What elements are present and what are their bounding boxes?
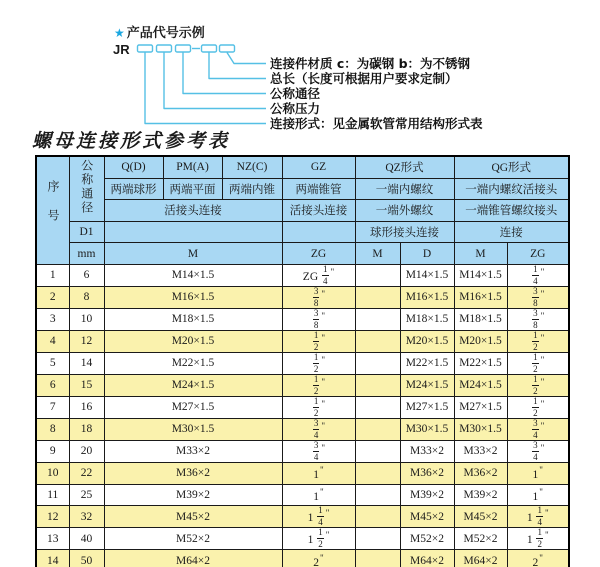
cell-gz: $\frac{1}{2}$ " bbox=[282, 374, 355, 396]
cell-qg_zg: 1" bbox=[507, 484, 569, 506]
table-row bbox=[36, 396, 569, 418]
header-pm-sub: 两端平面 bbox=[163, 178, 222, 200]
header-col-qz: QZ形式 bbox=[355, 156, 454, 178]
code-box bbox=[176, 45, 191, 52]
cell-dn: 25 bbox=[69, 484, 104, 506]
code-label-pressure: 公称压力 bbox=[270, 101, 321, 116]
cell-qg_zg: $\frac{1}{2}$ " bbox=[507, 374, 569, 396]
header-gz-conn: 活接头连接 bbox=[282, 200, 355, 222]
cell-seq: 14 bbox=[36, 550, 69, 567]
table-row bbox=[36, 264, 569, 286]
star-icon: ★ bbox=[114, 26, 125, 40]
cell-qz_m bbox=[355, 484, 400, 506]
cell-qg_zg: $\frac{1}{4}$ " bbox=[507, 264, 569, 286]
header-qz-sub1: 一端内螺纹 bbox=[355, 178, 454, 200]
cell-dn: 20 bbox=[69, 440, 104, 462]
cell-qg_zg: $\frac{3}{8}$ " bbox=[507, 286, 569, 308]
cell-gz: ZG $\frac{1}{4}$ " bbox=[282, 264, 355, 286]
cell-gz: 1 $\frac{1}{2}$ " bbox=[282, 528, 355, 550]
connector-line bbox=[209, 53, 266, 79]
code-label-material: 连接件材质 c：为碳钢 b：为不锈钢 bbox=[270, 56, 471, 71]
cell-m: M30×1.5 bbox=[104, 418, 282, 440]
cell-m: M52×2 bbox=[104, 528, 282, 550]
header-unit-m: M bbox=[355, 243, 400, 265]
cell-qz_d: M24×1.5 bbox=[400, 374, 454, 396]
cell-qz_d: M64×2 bbox=[400, 550, 454, 567]
cell-qg_zg: 1 $\frac{1}{2}$ " bbox=[507, 528, 569, 550]
code-label-length: 总长（长度可根据用户要求定制） bbox=[270, 71, 458, 86]
cell-seq: 7 bbox=[36, 396, 69, 418]
cell-gz: $\frac{1}{2}$ " bbox=[282, 330, 355, 352]
cell-qg_m: M22×1.5 bbox=[454, 352, 507, 374]
code-box bbox=[202, 45, 217, 52]
code-box bbox=[157, 45, 172, 52]
code-box bbox=[220, 45, 235, 52]
header-mm: mm bbox=[69, 243, 104, 265]
cell-dn: 32 bbox=[69, 506, 104, 528]
cell-qg_m: M33×2 bbox=[454, 440, 507, 462]
cell-dn: 6 bbox=[69, 264, 104, 286]
cell-gz: $\frac{1}{2}$ " bbox=[282, 396, 355, 418]
cell-qz_m bbox=[355, 374, 400, 396]
cell-seq: 3 bbox=[36, 308, 69, 330]
header-seq: 序号 bbox=[36, 156, 69, 264]
cell-qz_d: M45×2 bbox=[400, 506, 454, 528]
connector-line bbox=[164, 53, 266, 109]
cell-qg_m: M20×1.5 bbox=[454, 330, 507, 352]
header-nz-sub: 两端内锥 bbox=[222, 178, 282, 200]
table-row bbox=[36, 308, 569, 330]
code-label-diameter: 公称通径 bbox=[270, 86, 321, 101]
cell-m: M22×1.5 bbox=[104, 352, 282, 374]
cell-dn: 40 bbox=[69, 528, 104, 550]
cell-m: M20×1.5 bbox=[104, 330, 282, 352]
cell-gz: 1" bbox=[282, 462, 355, 484]
cell-gz: $\frac{3}{4}$ " bbox=[282, 418, 355, 440]
cell-dn: 12 bbox=[69, 330, 104, 352]
cell-dn: 14 bbox=[69, 352, 104, 374]
header-empty bbox=[282, 221, 355, 243]
header-col-nz: NZ(C) bbox=[222, 156, 282, 178]
cell-dn: 10 bbox=[69, 308, 104, 330]
table-row bbox=[36, 286, 569, 308]
cell-gz: $\frac{3}{8}$ " bbox=[282, 308, 355, 330]
connector-line bbox=[227, 53, 266, 64]
cell-gz: 2" bbox=[282, 550, 355, 567]
cell-qg_m: M52×2 bbox=[454, 528, 507, 550]
cell-qg_zg: $\frac{1}{2}$ " bbox=[507, 396, 569, 418]
cell-qz_m bbox=[355, 264, 400, 286]
cell-gz: $\frac{1}{2}$ " bbox=[282, 352, 355, 374]
cell-gz: $\frac{3}{4}$ " bbox=[282, 440, 355, 462]
table-body bbox=[36, 264, 569, 567]
cell-m: M14×1.5 bbox=[104, 264, 282, 286]
table-row bbox=[36, 484, 569, 506]
cell-m: M24×1.5 bbox=[104, 374, 282, 396]
cell-qg_zg: $\frac{3}{4}$ " bbox=[507, 418, 569, 440]
cell-qg_m: M30×1.5 bbox=[454, 418, 507, 440]
cell-qz_m bbox=[355, 286, 400, 308]
nut-connection-table bbox=[35, 155, 570, 567]
header-qz-sub2: 一端外螺纹 bbox=[355, 200, 454, 222]
cell-qz_d: M36×2 bbox=[400, 462, 454, 484]
cell-seq: 6 bbox=[36, 374, 69, 396]
cell-seq: 4 bbox=[36, 330, 69, 352]
cell-qz_m bbox=[355, 352, 400, 374]
example-title-text: 产品代号示例 bbox=[126, 26, 205, 41]
cell-seq: 5 bbox=[36, 352, 69, 374]
cell-dn: 50 bbox=[69, 550, 104, 567]
table-row bbox=[36, 330, 569, 352]
header-col-pm: PM(A) bbox=[163, 156, 222, 178]
connector-line bbox=[183, 53, 266, 94]
cell-qz_m bbox=[355, 418, 400, 440]
table-row bbox=[36, 418, 569, 440]
cell-qg_zg: $\frac{1}{2}$ " bbox=[507, 352, 569, 374]
header-col-q: Q(D) bbox=[104, 156, 163, 178]
cell-qz_m bbox=[355, 528, 400, 550]
header-union-conn: 活接头连接 bbox=[104, 200, 282, 222]
header-d1: D1 bbox=[69, 221, 104, 243]
cell-m: M39×2 bbox=[104, 484, 282, 506]
cell-qg_m: M27×1.5 bbox=[454, 396, 507, 418]
header-qg-sub2: 一端锥管螺纹接头 bbox=[454, 200, 569, 222]
table-row bbox=[36, 352, 569, 374]
code-label-connection: 连接形式：见金属软管常用结构形式表 bbox=[270, 116, 483, 131]
cell-qg_zg: $\frac{3}{4}$ " bbox=[507, 440, 569, 462]
cell-qz_m bbox=[355, 330, 400, 352]
cell-qg_zg: $\frac{1}{2}$ " bbox=[507, 330, 569, 352]
cell-qg_m: M36×2 bbox=[454, 462, 507, 484]
header-col-qg: QG形式 bbox=[454, 156, 569, 178]
cell-qz_d: M14×1.5 bbox=[400, 264, 454, 286]
cell-dn: 16 bbox=[69, 396, 104, 418]
cell-m: M36×2 bbox=[104, 462, 282, 484]
cell-seq: 11 bbox=[36, 484, 69, 506]
cell-qz_d: M30×1.5 bbox=[400, 418, 454, 440]
cell-qz_m bbox=[355, 440, 400, 462]
cell-seq: 10 bbox=[36, 462, 69, 484]
header-dn: 公称通径 bbox=[69, 156, 104, 221]
cell-dn: 22 bbox=[69, 462, 104, 484]
cell-seq: 13 bbox=[36, 528, 69, 550]
table-row bbox=[36, 506, 569, 528]
table-title: 螺母连接形式参考表 bbox=[32, 130, 231, 152]
cell-qg_m: M16×1.5 bbox=[454, 286, 507, 308]
cell-qz_d: M18×1.5 bbox=[400, 308, 454, 330]
table-row bbox=[36, 462, 569, 484]
cell-qg_m: M24×1.5 bbox=[454, 374, 507, 396]
header-unit-zg: ZG bbox=[507, 243, 569, 265]
cell-seq: 9 bbox=[36, 440, 69, 462]
header-qg-sub1: 一端内螺纹活接头 bbox=[454, 178, 569, 200]
code-prefix: JR bbox=[113, 42, 130, 57]
cell-seq: 12 bbox=[36, 506, 69, 528]
header-q-sub: 两端球形 bbox=[104, 178, 163, 200]
cell-m: M64×2 bbox=[104, 550, 282, 567]
header-unit-zg: ZG bbox=[282, 243, 355, 265]
cell-qz_d: M16×1.5 bbox=[400, 286, 454, 308]
cell-gz: $\frac{3}{8}$ " bbox=[282, 286, 355, 308]
header-unit-m: M bbox=[454, 243, 507, 265]
table-row bbox=[36, 528, 569, 550]
cell-qz_m bbox=[355, 462, 400, 484]
cell-qg_zg: 1" bbox=[507, 462, 569, 484]
cell-m: M18×1.5 bbox=[104, 308, 282, 330]
cell-qg_m: M64×2 bbox=[454, 550, 507, 567]
cell-seq: 2 bbox=[36, 286, 69, 308]
cell-m: M45×2 bbox=[104, 506, 282, 528]
cell-dn: 8 bbox=[69, 286, 104, 308]
cell-dn: 18 bbox=[69, 418, 104, 440]
cell-m: M27×1.5 bbox=[104, 396, 282, 418]
cell-qz_d: M20×1.5 bbox=[400, 330, 454, 352]
cell-qz_m bbox=[355, 396, 400, 418]
cell-qz_d: M39×2 bbox=[400, 484, 454, 506]
cell-qg_zg: $\frac{3}{8}$ " bbox=[507, 308, 569, 330]
cell-qz_d: M22×1.5 bbox=[400, 352, 454, 374]
cell-qz_m bbox=[355, 506, 400, 528]
cell-seq: 1 bbox=[36, 264, 69, 286]
cell-gz: 1 $\frac{1}{4}$ " bbox=[282, 506, 355, 528]
cell-qz_d: M33×2 bbox=[400, 440, 454, 462]
cell-qg_m: M39×2 bbox=[454, 484, 507, 506]
header-unit-m: M bbox=[104, 243, 282, 265]
cell-qz_d: M52×2 bbox=[400, 528, 454, 550]
code-box bbox=[138, 45, 153, 52]
cell-qg_zg: 1 $\frac{1}{4}$ " bbox=[507, 506, 569, 528]
cell-qg_m: M14×1.5 bbox=[454, 264, 507, 286]
cell-seq: 8 bbox=[36, 418, 69, 440]
cell-qg_m: M45×2 bbox=[454, 506, 507, 528]
header-col-gz: GZ bbox=[282, 156, 355, 178]
cell-m: M33×2 bbox=[104, 440, 282, 462]
header-qg-conn: 连接 bbox=[454, 221, 569, 243]
table-row bbox=[36, 374, 569, 396]
table-row bbox=[36, 440, 569, 462]
cell-dn: 15 bbox=[69, 374, 104, 396]
cell-gz: 1" bbox=[282, 484, 355, 506]
header-qz-conn: 球形接头连接 bbox=[355, 221, 454, 243]
header-gz-sub: 两端锥管 bbox=[282, 178, 355, 200]
cell-qg_zg: 2" bbox=[507, 550, 569, 567]
cell-m: M16×1.5 bbox=[104, 286, 282, 308]
cell-qz_m bbox=[355, 308, 400, 330]
header-unit-d: D bbox=[400, 243, 454, 265]
cell-qz_d: M27×1.5 bbox=[400, 396, 454, 418]
cell-qg_m: M18×1.5 bbox=[454, 308, 507, 330]
cell-qz_m bbox=[355, 550, 400, 567]
table-row bbox=[36, 550, 569, 567]
header-empty bbox=[104, 221, 282, 243]
